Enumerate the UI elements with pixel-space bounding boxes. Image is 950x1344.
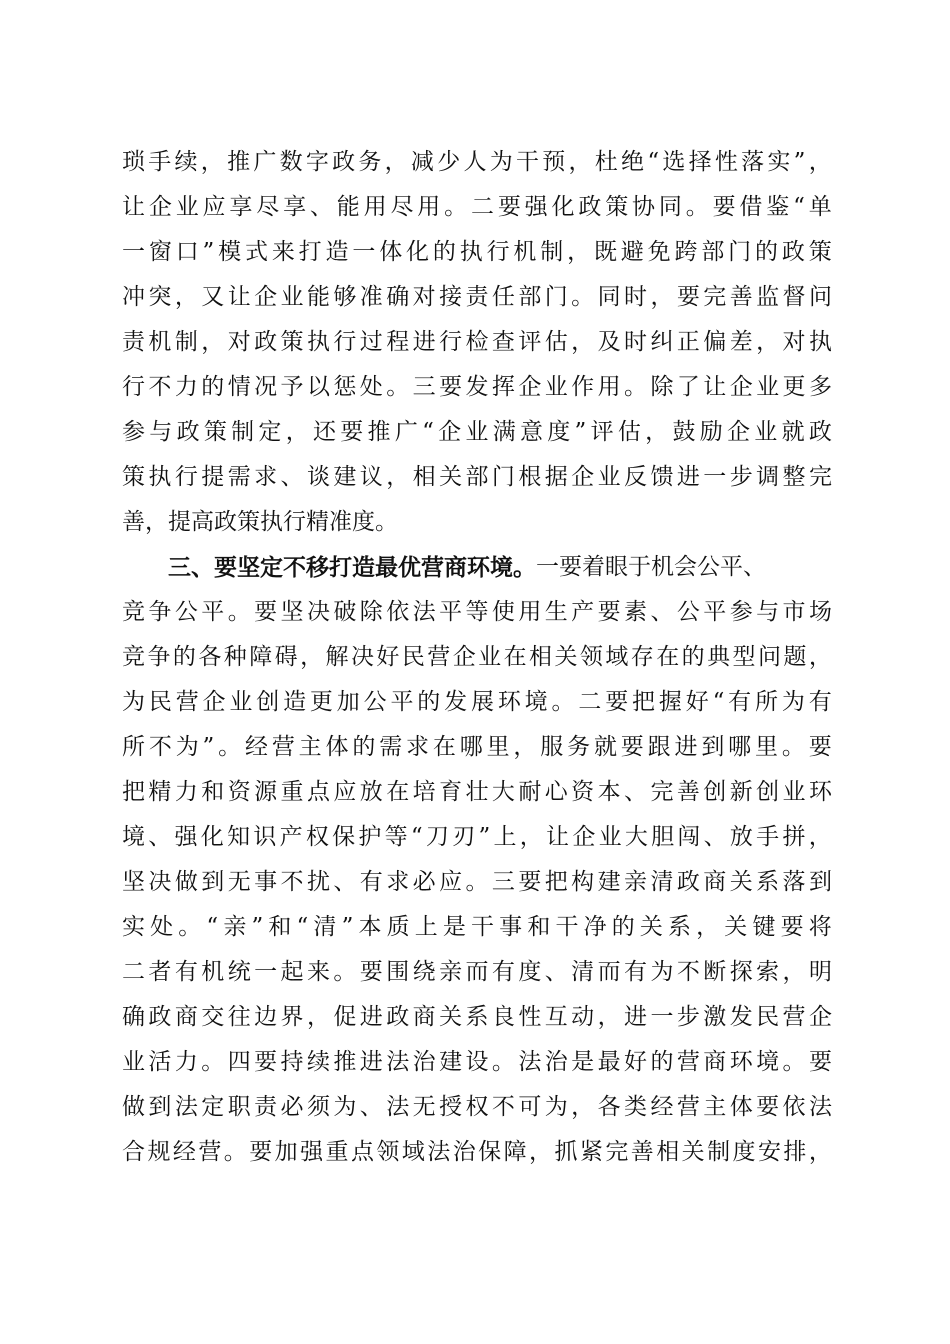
- text-line: 一 窗 口 ” 模 式 来 打 造 一 体 化 的 执 行 机 制 ， 既 避 免 跨 部 门 的 政 策: [122, 239, 832, 265]
- text-line: 二 者 有 机 统 一 起 来 。 要 围 绕 亲 而 有 度 、 清 而 有 为 不 断 探 索 ， 明: [122, 959, 832, 985]
- text-line: 业 活 力 。 四 要 持 续 推 进 法 治 建 设 。 法 治 是 最 好 的 营 商 环 境 。 要: [122, 1049, 832, 1075]
- text-line: 策 执 行 提 需 求 、 谈 建 议 ， 相 关 部 门 根 据 企 业 反 馈 进 一 步 调 整 完: [122, 464, 832, 490]
- text-line: 冲 突 ， 又 让 企 业 能 够 准 确 对 接 责 任 部 门 。 同 时 ， 要 完 善 监 督 问: [122, 284, 832, 310]
- text-line: 让 企 业 应 享 尽 享 、 能 用 尽 用 。 二 要 强 化 政 策 协 同 。 要 借 鉴 “ 单: [122, 194, 832, 220]
- text-line: 竞 争 公 平 。 要 坚 决 破 除 依 法 平 等 使 用 生 产 要 素 、 公 平 参 与 市 场: [122, 599, 832, 625]
- section-3-heading: 三、要坚定不移打造最优营商环境。: [168, 554, 536, 581]
- text-line: 确 政 商 交 往 边 界 ， 促 进 政 商 关 系 良 性 互 动 ， 进 一 步 激 发 民 营 企: [122, 1004, 832, 1030]
- body-text: [122, 140, 832, 1175]
- text-line: 实 处 。 “ 亲 ” 和 “ 清 ” 本 质 上 是 干 事 和 干 净 的 关 系 ， 关 键 要 将: [122, 914, 832, 940]
- text-line: 境 、 强 化 知 识 产 权 保 护 等 “ 刀 刃 ” 上 ， 让 企 业 大 胆 闯 、 放 手 拼 ，: [122, 824, 832, 850]
- text-line: 坚 决 做 到 无 事 不 扰 、 有 求 必 应 。 三 要 把 构 建 亲 清 政 商 关 系 落 到: [122, 869, 832, 895]
- section-3-first-line-rest: 一要着眼于机会公平、: [536, 554, 766, 580]
- text-line: 把 精 力 和 资 源 重 点 应 放 在 培 育 壮 大 耐 心 资 本 、 完 善 创 新 创 业 环: [122, 779, 832, 805]
- text-line: 参 与 政 策 制 定 ， 还 要 推 广 “ 企 业 满 意 度 ” 评 估 ， 鼓 励 企 业 就 政: [122, 419, 832, 445]
- text-line: 行 不 力 的 情 况 予 以 惩 处 。 三 要 发 挥 企 业 作 用 。 除 了 让 企 业 更 多: [122, 374, 832, 400]
- text-line: 做 到 法 定 职 责 必 须 为 、 法 无 授 权 不 可 为 ， 各 类 经 营 主 体 要 依 法: [122, 1094, 832, 1120]
- text-line: 为 民 营 企 业 创 造 更 加 公 平 的 发 展 环 境 。 二 要 把 握 好 “ 有 所 为 有: [122, 689, 832, 715]
- text-line: 竞 争 的 各 种 障 碍 ， 解 决 好 民 营 企 业 在 相 关 领 域 存 在 的 典 型 问 题 ，: [122, 644, 832, 670]
- text-line: 琐 手 续 ， 推 广 数 字 政 务 ， 减 少 人 为 干 预 ， 杜 绝 “ 选 择 性 落 实 ” ，: [122, 149, 832, 175]
- text-line: 所 不 为 ” 。 经 营 主 体 的 需 求 在 哪 里 ， 服 务 就 要 跟 进 到 哪 里 。 要: [122, 734, 832, 760]
- text-line: 责 机 制 ， 对 政 策 执 行 过 程 进 行 检 查 评 估 ， 及 时 纠 正 偏 差 ， 对 执: [122, 329, 832, 355]
- text-line: 善，提高政策执行精准度。: [122, 509, 398, 535]
- text-line: 合 规 经 营 。 要 加 强 重 点 领 域 法 治 保 障 ， 抓 紧 完 善 相 关 制 度 安 排 ，: [122, 1139, 832, 1165]
- section-3-first-line: [122, 545, 832, 590]
